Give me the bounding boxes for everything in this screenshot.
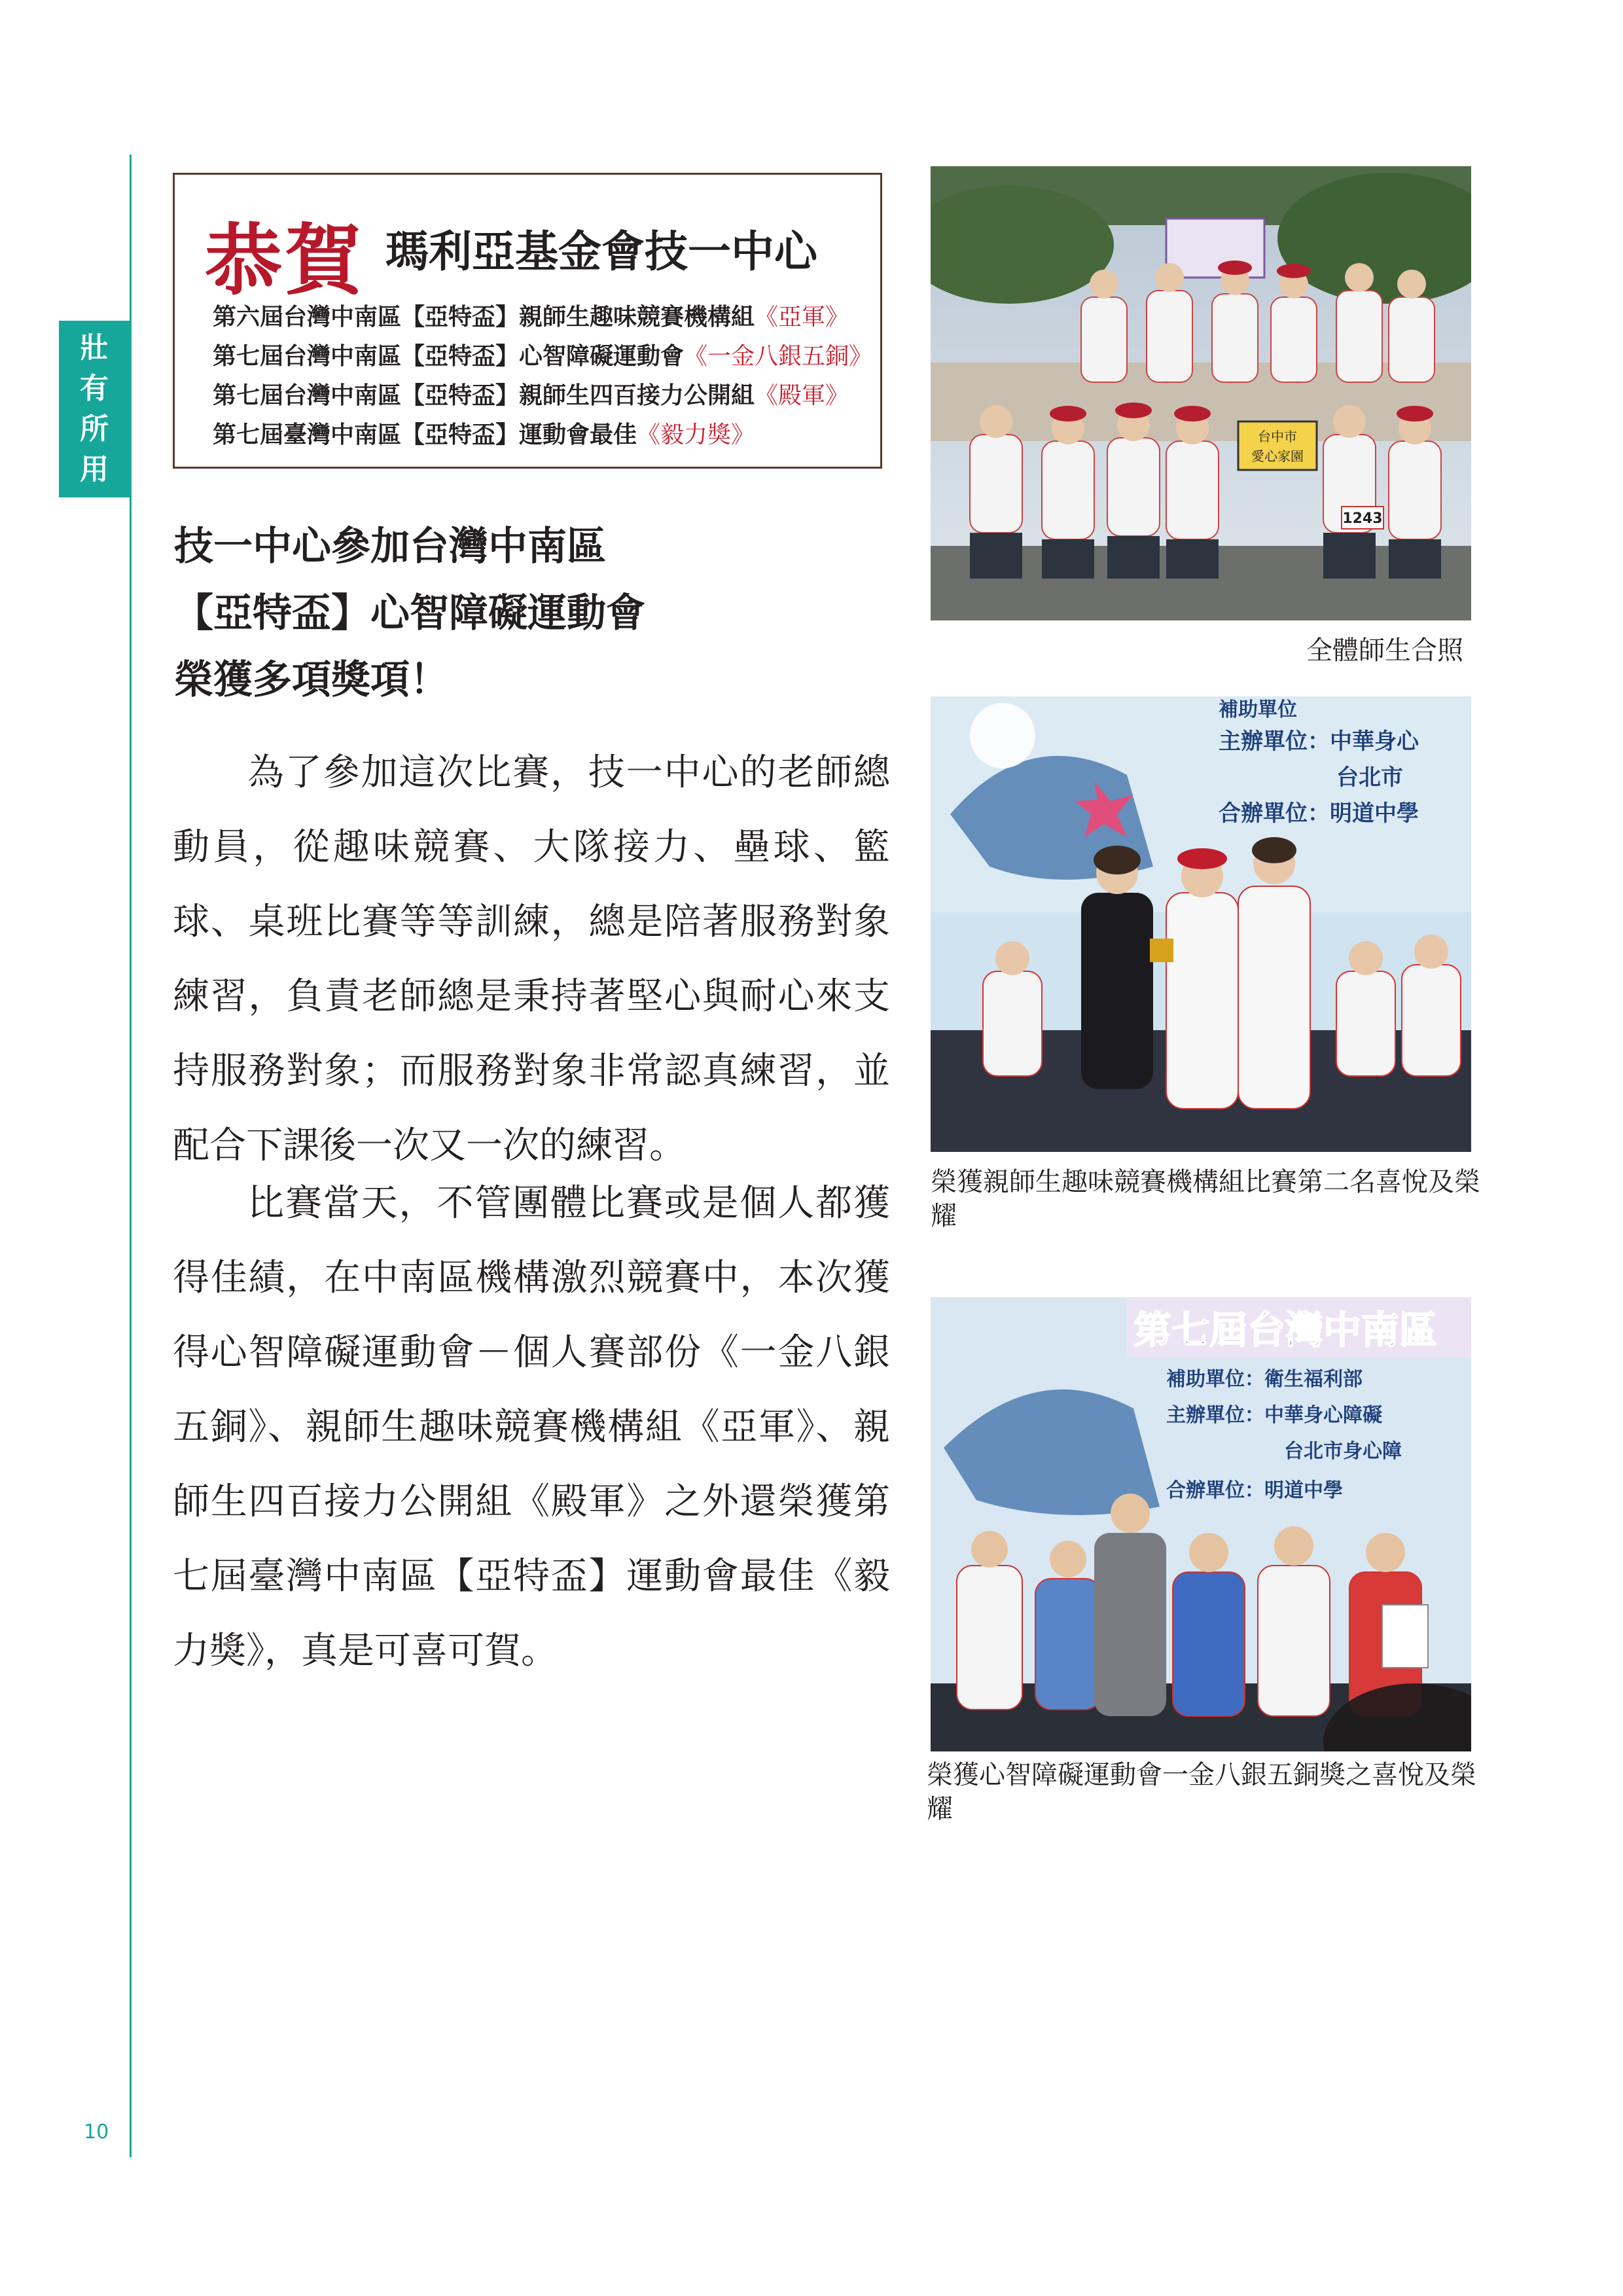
section-tab bbox=[59, 321, 130, 497]
congratulations-heading: 恭賀 bbox=[205, 215, 365, 306]
award-highlight: 《亞軍》 bbox=[755, 304, 849, 331]
headline-line: 【亞特盃】心智障礙運動會 bbox=[174, 590, 645, 636]
congratulations-box bbox=[173, 173, 882, 469]
award-highlight: 《毅力獎》 bbox=[637, 422, 755, 448]
award-highlight: 《一金八銀五銅》 bbox=[684, 343, 873, 370]
banner-text: 合辦單位：明道中學 bbox=[1166, 1479, 1343, 1502]
award-highlight: 《殿軍》 bbox=[755, 382, 849, 409]
headline-line: 技一中心參加台灣中南區 bbox=[174, 524, 606, 569]
photo-caption: 全體師生合照 bbox=[1306, 636, 1463, 666]
section-tab-char: 有 bbox=[80, 372, 109, 405]
body-paragraph: 比賽當天，不管團體比賽或是個人都獲得佳績，在中南區機構激烈競賽中，本次獲得心智障礙運動會－個人賽部份《一金八銀五銅》、親師生趣味競賽機構組《亞軍》、親師生四百接力公開組《殿軍》之外還榮獲第七屆臺灣中南區【亞特盃】運動會最佳《毅力獎》，真是可喜可賀。 bbox=[173, 1182, 890, 1672]
award-list bbox=[213, 298, 872, 455]
award-text: 第七屆臺灣中南區【亞特盃】運動會最佳 bbox=[213, 422, 637, 448]
organization-name: 瑪利亞基金會技一中心 bbox=[385, 226, 817, 277]
award-item bbox=[213, 416, 872, 455]
article-headline bbox=[174, 513, 901, 713]
award-item bbox=[213, 376, 872, 416]
photo-caption: 榮獲心智障礙運動會一金八銀五銅獎之喜悅及榮耀 bbox=[927, 1760, 1476, 1824]
banner-text: 合辦單位：明道中學 bbox=[1219, 800, 1419, 827]
award-photo bbox=[931, 696, 1471, 1152]
banner-text: 台北市身心障 bbox=[1284, 1440, 1402, 1463]
award-item bbox=[213, 337, 872, 376]
section-tab-char: 壯 bbox=[80, 331, 109, 365]
banner-text: 台北市 bbox=[1336, 764, 1403, 791]
banner-text: 補助單位：衛生福利部 bbox=[1166, 1368, 1363, 1391]
body-paragraph: 為了參加這次比賽，技一中心的老師總動員，從趣味競賽、大隊接力、壘球、籃球、桌班比賽等等訓練，總是陪著服務對象練習，負責老師總是秉持著堅心與耐心來支持服務對象；而服務對象非常認真練習，並配合下課後一次又一次的練習。 bbox=[173, 751, 890, 1167]
section-tab-char: 所 bbox=[80, 412, 109, 446]
award-item bbox=[213, 298, 872, 337]
bib-number: 1243 bbox=[1342, 511, 1383, 527]
margin-rule bbox=[130, 154, 132, 2157]
medal-photo bbox=[931, 1297, 1471, 1751]
banner-text: 主辦單位：中華身心 bbox=[1219, 728, 1419, 755]
banner-text: 主辦單位：中華身心障礙 bbox=[1166, 1404, 1382, 1427]
page-number: 10 bbox=[84, 2121, 109, 2144]
award-text: 第六屆台灣中南區【亞特盃】親師生趣味競賽機構組 bbox=[213, 304, 755, 331]
sign-text: 台中市 bbox=[1258, 429, 1297, 444]
banner-title: 第七屆台灣中南區 bbox=[1133, 1308, 1438, 1352]
banner-text: 補助單位 bbox=[1219, 698, 1297, 721]
award-text: 第七屆台灣中南區【亞特盃】親師生四百接力公開組 bbox=[213, 382, 755, 409]
section-tab-char: 用 bbox=[80, 453, 109, 486]
headline-line: 榮獲多項獎項！ bbox=[174, 657, 449, 703]
sign-text: 愛心家園 bbox=[1251, 448, 1304, 464]
photo-caption: 榮獲親師生趣味競賽機構組比賽第二名喜悅及榮耀 bbox=[931, 1167, 1480, 1231]
award-text: 第七屆台灣中南區【亞特盃】心智障礙運動會 bbox=[213, 343, 685, 370]
group-photo bbox=[931, 166, 1471, 620]
